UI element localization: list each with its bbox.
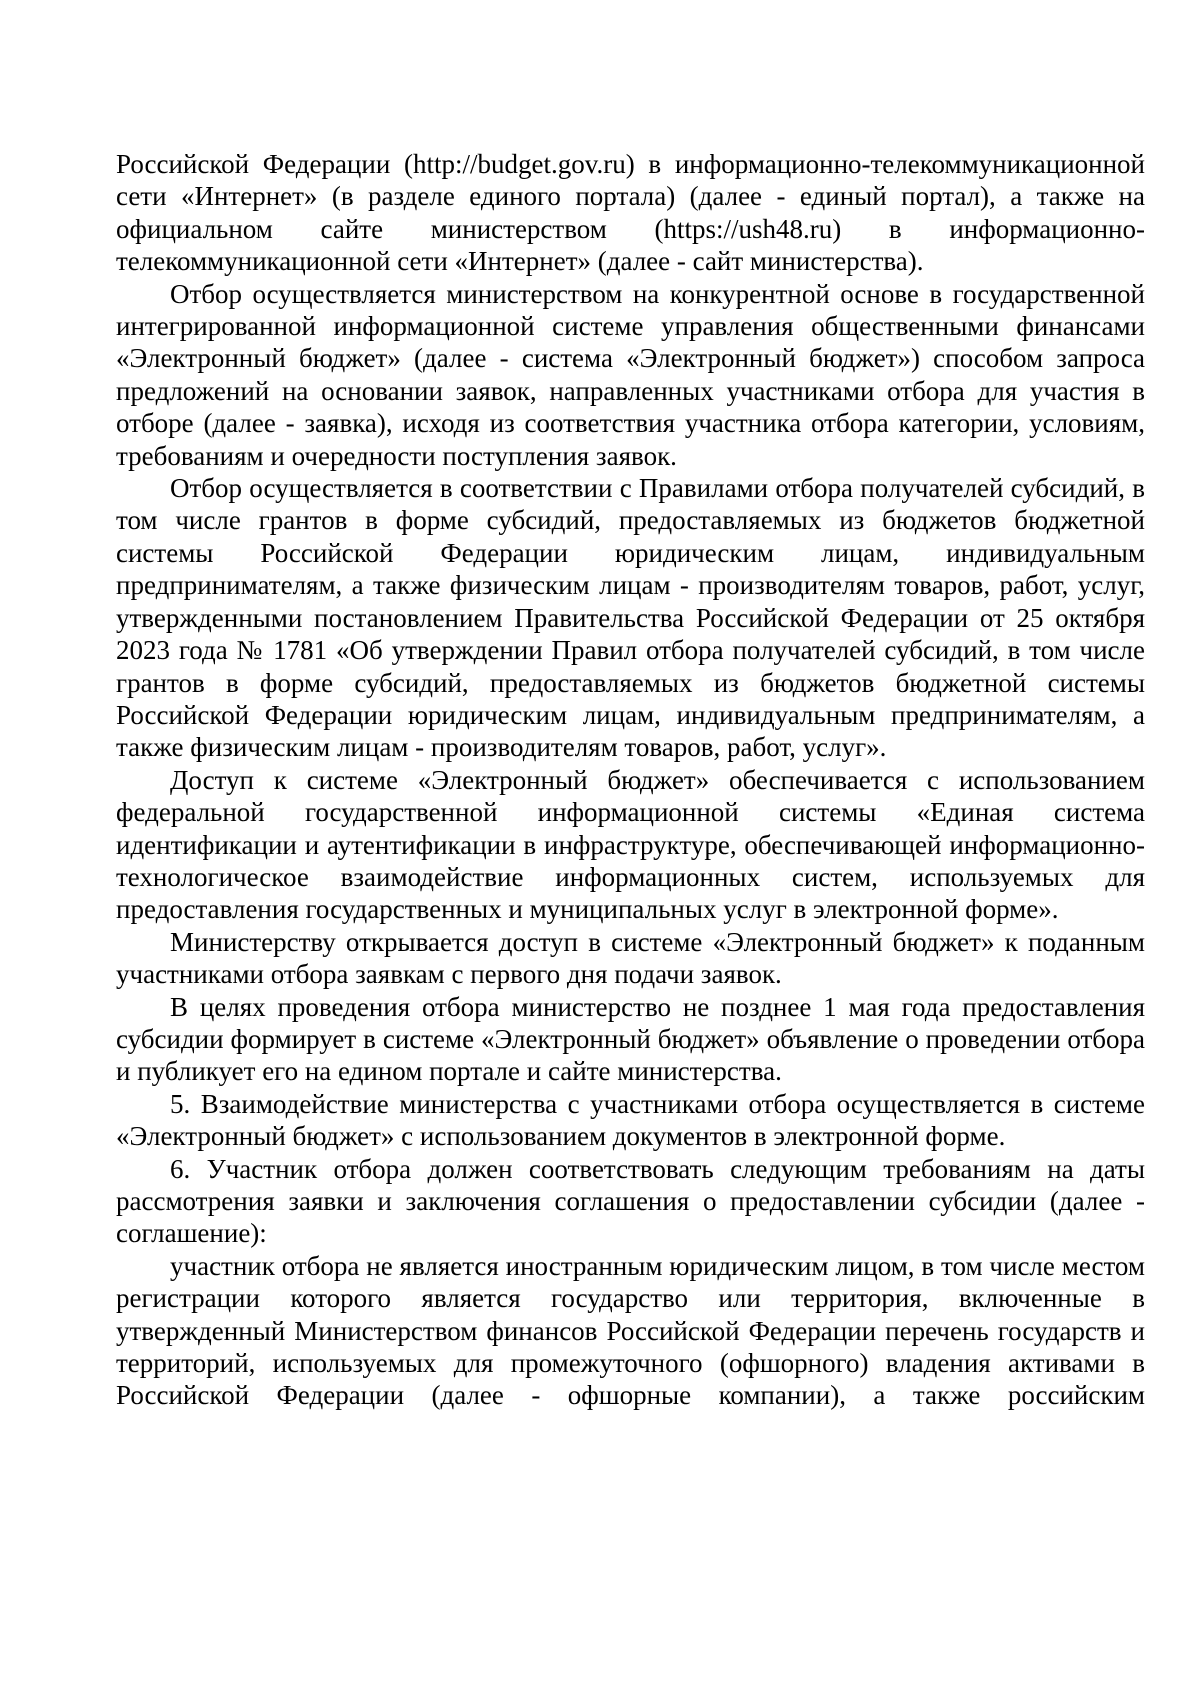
paragraph-item-6: 6. Участник отбора должен соответствовать следующим требованиям на даты рассмотрения заявки и заключения соглашения о предоставлении субсидии (далее - соглашение): [116,1153,1145,1249]
paragraph-system-access: Доступ к системе «Электронный бюджет» обеспечивается с использованием федеральной государственной информационной системы «Единая система идентификации и аутентификации в инфраструктуре, обеспечивающей информационно-технологическое взаимодействие информационных систем, используемых для предоставления государственных и муниципальных услуг в электронной форме». [116,764,1145,925]
paragraph-item-5: 5. Взаимодействие министерства с участниками отбора осуществляется в системе «Электронный бюджет» с использованием документов в электронной форме. [116,1088,1145,1152]
paragraph-publication: Российской Федерации (http://budget.gov.ru) в информационно-телекоммуникационной сети «Интернет» (в разделе единого портала) (далее - единый портал), а также на официальном сайте министерством (https://ush48.ru) в информационно-телекоммуникационной сети «Интернет» (далее - сайт министерства). [116,149,1145,277]
paragraph-selection-rules: Отбор осуществляется в соответствии с Правилами отбора получателей субсидий, в том числе грантов в форме субсидий, предоставляемых из бюджетов бюджетной системы Российской Федерации юридическим лицам, индивидуальным предпринимателям, а также физическим лицам - производителям товаров, работ, услуг, утвержденными постановлением Правительства Российской Федерации от 25 октября 2023 года № 1781 «Об утверждении Правил отбора получателей субсидий, в том числе грантов в форме субсидий, предоставляемых из бюджетов бюджетной системы Российской Федерации юридическим лицам, индивидуальным предпринимателям, а также физическим лицам - производителям товаров, работ, услуг». [116,473,1145,763]
paragraph-requirement-offshore: участник отбора не является иностранным юридическим лицом, в том числе местом регистрации которого является государство или территория, включенные в утвержденный Министерством финансов Российской Федерации перечень государств и территорий, используемых для промежуточного (офшорного) владения активами в Российской Федерации (далее - офшорные компании), а также российским [116,1250,1145,1411]
paragraph-selection-method: Отбор осуществляется министерством на конкурентной основе в государственной интегрированной информационной системе управления общественными финансами «Электронный бюджет» (далее - система «Электронный бюджет») способом запроса предложений на основании заявок, направленных участниками отбора для участия в отборе (далее - заявка), исходя из соответствия участника отбора категории, условиям, требованиям и очередности поступления заявок. [116,278,1145,471]
paragraph-announcement: В целях проведения отбора министерство не позднее 1 мая года предоставления субсидии формирует в системе «Электронный бюджет» объявление о проведении отбора и публикует его на едином портале и сайте министерства. [116,991,1145,1087]
paragraph-ministry-access: Министерству открывается доступ в системе «Электронный бюджет» к поданным участниками отбора заявкам с первого дня подачи заявок. [116,926,1145,990]
document-body [116,148,1145,1412]
